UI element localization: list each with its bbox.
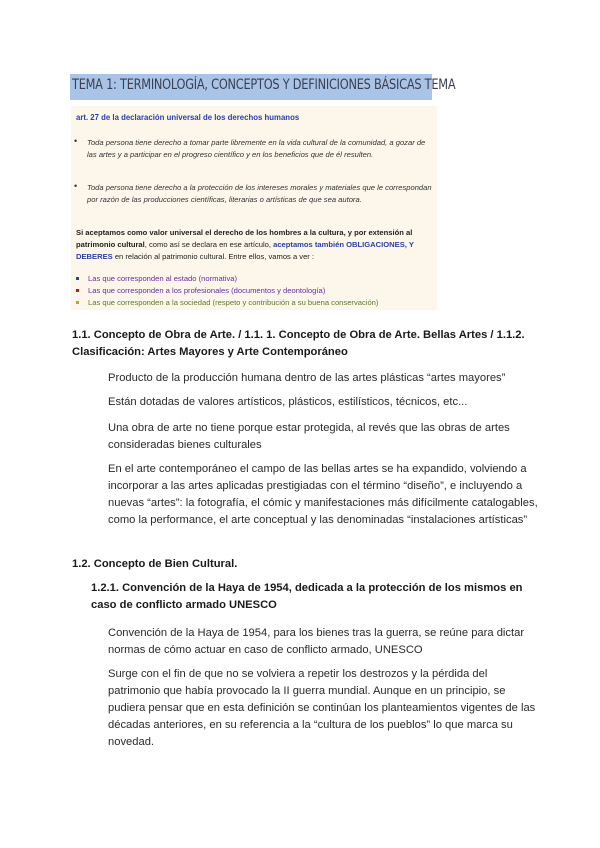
title-banner: [70, 74, 456, 100]
section-1-paragraph: Están dotadas de valores artísticos, plásticos, estilísticos, técnicos, etc...: [108, 396, 468, 408]
square-bullet-icon: [76, 289, 79, 292]
obligation-item-society: Las que corresponden a la sociedad (respeto y contribución a su buena conservación): [88, 298, 379, 307]
page-title: TEMA 1: TERMINOLOGÍA, CONCEPTOS Y DEFINICIONES BÁSICAS TEMA: [72, 77, 456, 93]
section-2-paragraph: Convención de la Haya de 1954, para los bienes tras la guerra, se reúne para dictar normas de cómo actuar en caso de conflicto armado, UNESCO: [108, 627, 525, 656]
declaration-title: art. 27 de la declaración universal de los derechos humanos: [76, 113, 300, 122]
section-2-heading: 1.2. Concepto de Bien Cultural.: [72, 558, 238, 570]
para-end: en relación al patrimonio cultural. Entre ellos, vamos a ver :: [112, 252, 315, 261]
section-2-paragraph: Surge con el fin de que no se volviera a repetir los destrozos y la pérdida del patrimonio que había provocado la II guerra mundial. Aunque en un principio, se pudiera pensar que en esta definición se continúan los planteamientos vigentes de las décadas anteriores, en su referencia a la “cultura de los pueblos” lo que marca su novedad.: [108, 668, 536, 748]
bullet-dot-icon: •: [74, 181, 78, 191]
bullet-dot-icon: •: [74, 136, 78, 146]
declaration-box: [71, 106, 437, 310]
para-blue: aceptamos también OBLIGACIONES, Y DEBERES: [76, 240, 414, 261]
article-bullet-1: Toda persona tiene derecho a tomar parte libremente en la vida cultural de la comunidad, a gozar de las artes y a participar en el progreso científico y en los beneficios que de él resulten.: [87, 138, 426, 160]
article-bullet-2: Toda persona tiene derecho a la protección de los intereses morales y materiales que le correspondan por razón de las producciones científicas, literarias o artísticas de que sea autora.: [87, 183, 432, 205]
square-bullet-icon: [76, 277, 79, 280]
para-mid: , como así se declara en ese artículo,: [144, 240, 274, 249]
section-1-paragraph: Producto de la producción humana dentro de las artes plásticas “artes mayores”: [108, 372, 506, 384]
obligation-item-professionals: Las que corresponden a los profesionales (documentos y deontología): [88, 286, 326, 295]
para-bold: Si aceptamos como valor universal el derecho de los hombres a la cultura, y por extensión al patrimonio cultural: [76, 228, 413, 249]
section-1-paragraph: En el arte contemporáneo el campo de las bellas artes se ha expandido, volviendo a incorporar a las artes aplicadas prestigiadas con el término “diseño”, e incluyendo a nuevas “artes”: la fotografía, el cómic y manifestaciones más difícilmente catalogables, como la performance, el arte conceptual y las denominadas “instalaciones artísticas”: [108, 463, 538, 526]
section-1-heading: 1.1. Concepto de Obra de Arte. / 1.1. 1. Concepto de Obra de Arte. Bellas Artes / 1.1.2. Clasificación: Artes Mayores y Arte Contemporáneo: [72, 329, 525, 358]
section-1-paragraph: Una obra de arte no tiene porque estar protegida, al revés que las obras de artes consideradas bienes culturales: [108, 422, 510, 451]
square-bullet-icon: [76, 301, 79, 304]
obligation-item-state: Las que corresponden al estado (normativa): [88, 274, 238, 283]
section-2-subheading: 1.2.1. Convención de la Haya de 1954, dedicada a la protección de los mismos en caso de conflicto armado UNESCO: [91, 582, 523, 611]
obligations-paragraph: [76, 227, 434, 263]
